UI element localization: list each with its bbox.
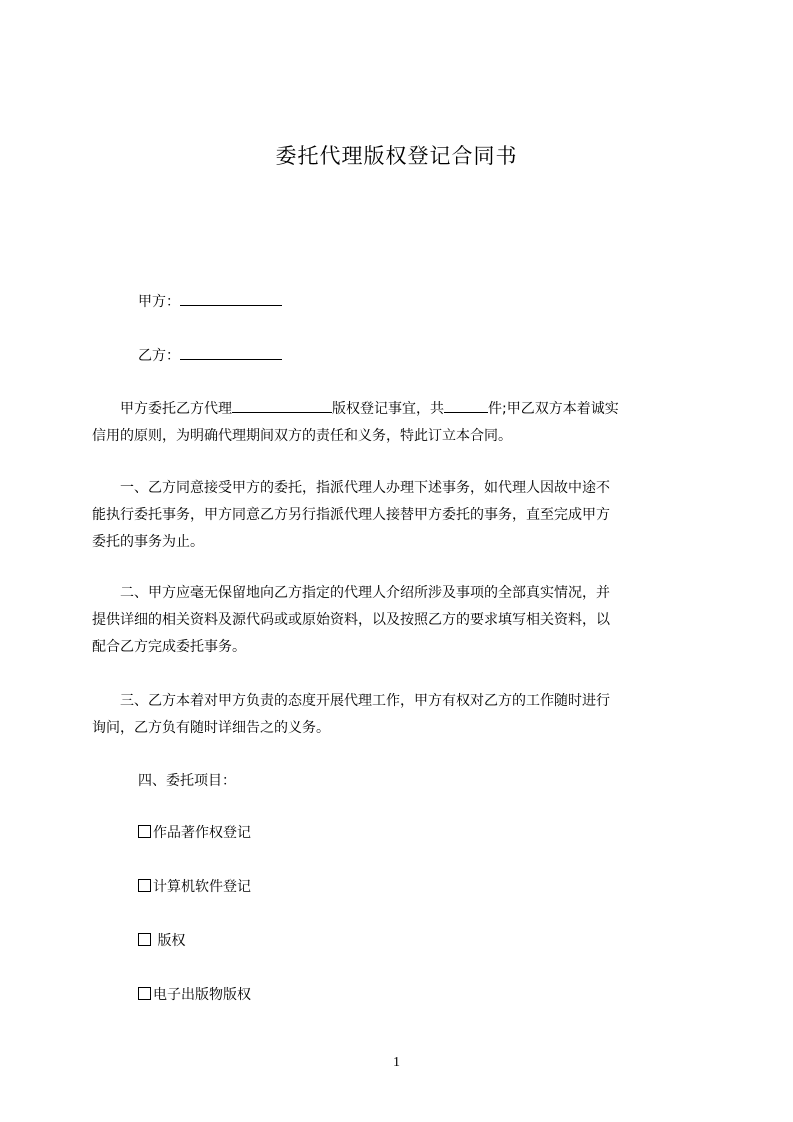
clause-2-line: 二、甲方应毫无保留地向乙方指定的代理人介绍所涉及事项的全部真实情况，并 — [120, 585, 610, 601]
item-label: 作品著作权登记 — [153, 825, 251, 841]
intro-text-a: 甲方委托乙方代理 — [120, 401, 232, 417]
clause-1-line: 一、乙方同意接受甲方的委托，指派代理人办理下述事务，如代理人因故中途不 — [120, 480, 610, 496]
clause-1-line: 委托的事务为止。 — [92, 534, 204, 550]
party-b-line — [138, 345, 282, 366]
item-label: 版权 — [153, 933, 186, 949]
checkbox-icon[interactable] — [138, 825, 151, 838]
item-count-blank[interactable] — [444, 398, 488, 413]
item-copyright[interactable] — [138, 931, 185, 951]
clause-1-line: 能执行委托事务，甲方同意乙方另行指派代理人接替甲方委托的事务，直至完成甲方 — [92, 507, 610, 523]
party-b-label: 乙方： — [138, 348, 180, 364]
checkbox-icon[interactable] — [138, 987, 151, 1000]
party-b-blank[interactable] — [180, 345, 282, 360]
party-a-blank[interactable] — [180, 291, 282, 306]
clause-3-line: 询问，乙方负有随时详细告之的义务。 — [92, 720, 330, 736]
checkbox-icon[interactable] — [138, 879, 151, 892]
checkbox-icon[interactable] — [138, 933, 151, 946]
item-label: 计算机软件登记 — [153, 879, 251, 895]
party-a-label: 甲方： — [138, 294, 180, 310]
intro-line-1 — [92, 396, 703, 423]
clause-2-line: 配合乙方完成委托事务。 — [92, 639, 246, 655]
page-number: 1 — [393, 1055, 400, 1070]
intro-paragraph — [92, 396, 703, 450]
copyright-subject-blank[interactable] — [232, 398, 332, 413]
clause-3-line: 三、乙方本着对甲方负责的态度开展代理工作，甲方有权对乙方的工作随时进行 — [120, 693, 610, 709]
intro-line-2: 信用的原则，为明确代理期间双方的责任和义务，特此订立本合同。 — [92, 428, 512, 444]
item-software-registration[interactable] — [138, 877, 251, 897]
clause-3 — [92, 688, 703, 742]
items-heading: 四、委托项目： — [138, 773, 236, 789]
intro-text-b: 版权登记事宜，共 — [332, 401, 444, 417]
clause-2-line: 提供详细的相关资料及源代码或或原始资料，以及按照乙方的要求填写相关资料，以 — [92, 612, 610, 628]
clause-2 — [92, 580, 703, 661]
clause-1 — [92, 475, 703, 556]
item-electronic-publication[interactable] — [138, 985, 251, 1005]
document-title: 委托代理版权登记合同书 — [275, 144, 518, 168]
item-label: 电子出版物版权 — [153, 987, 251, 1003]
intro-text-c: 件;甲乙双方本着诚实 — [488, 401, 619, 417]
item-works-copyright[interactable] — [138, 823, 251, 843]
party-a-line — [138, 291, 282, 312]
